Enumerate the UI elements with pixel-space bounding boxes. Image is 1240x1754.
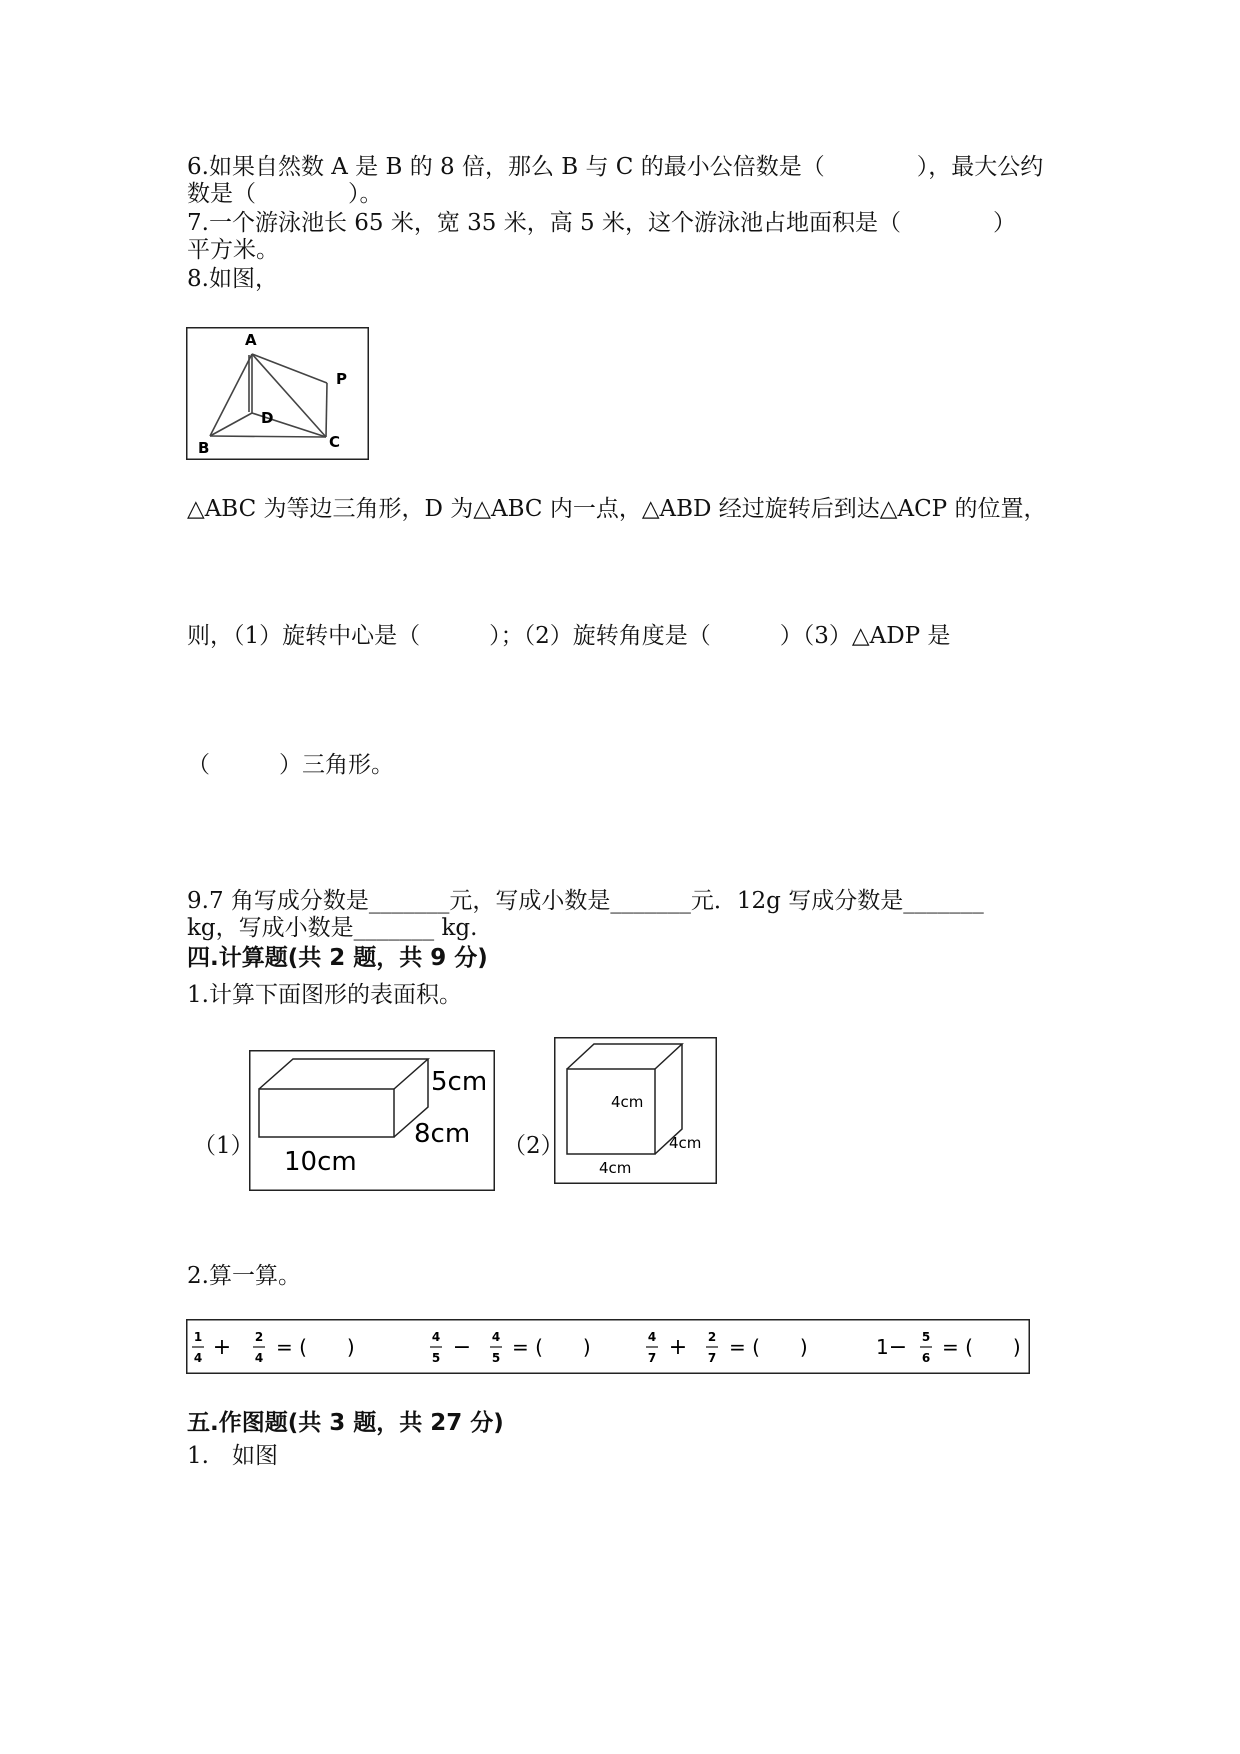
- fig1-length-label: 10cm: [284, 1147, 357, 1177]
- section4-heading: 四.计算题(共 2 题，共 9 分): [187, 945, 488, 971]
- cube-figure: [554, 1037, 717, 1184]
- q9-line1: 9.7 角写成分数是_______元，写成小数是_______元．12g 写成分数是_______: [187, 888, 984, 914]
- f2-den: 4: [254, 1351, 264, 1365]
- op1: +: [212, 1335, 232, 1360]
- calculation-strip: [186, 1319, 1030, 1374]
- label-d: D: [261, 409, 274, 427]
- f5-num: 4: [647, 1330, 657, 1344]
- fig2-side-label: 4cm: [669, 1134, 702, 1152]
- q8-line1: △ABC 为等边三角形，D 为△ABC 内一点，△ABD 经过旋转后到达△ACP 的位置，: [187, 496, 1047, 522]
- f1-num: 1: [193, 1330, 203, 1344]
- q6-line2: 数是（ ）。: [187, 181, 383, 207]
- fig2-front-label: 4cm: [611, 1093, 644, 1111]
- f3-num: 4: [431, 1330, 441, 1344]
- triangle-figure: [186, 327, 369, 460]
- n7: 1: [876, 1335, 889, 1359]
- op4: −: [888, 1335, 908, 1360]
- answer4: = ( ): [942, 1335, 1021, 1359]
- label-a: A: [245, 331, 257, 349]
- q8-intro: 8.如图，: [187, 266, 278, 292]
- section5-q1-text: 1. 如图: [187, 1443, 278, 1469]
- fig1-tag: （1）: [193, 1133, 254, 1159]
- section4-q1-text: 1.计算下面图形的表面积。: [187, 982, 462, 1008]
- answer1: = ( ): [276, 1335, 355, 1359]
- answer3: = ( ): [729, 1335, 808, 1359]
- f1-den: 4: [193, 1351, 203, 1365]
- fig2-bottom-label: 4cm: [599, 1159, 632, 1177]
- f2-num: 2: [254, 1330, 264, 1344]
- fig1-width-label: 8cm: [414, 1119, 471, 1149]
- q8-line3: （ ）三角形。: [187, 752, 394, 778]
- f5-den: 7: [647, 1351, 657, 1365]
- fig1-height-label: 5cm: [431, 1067, 488, 1097]
- label-b: B: [198, 439, 210, 457]
- answer2: = ( ): [512, 1335, 591, 1359]
- f6-num: 2: [707, 1330, 717, 1344]
- q7-line2: 平方米。: [187, 237, 279, 263]
- section5-heading: 五.作图题(共 3 题，共 27 分): [187, 1410, 504, 1436]
- f6-den: 7: [707, 1351, 717, 1365]
- q7-line1: 7.一个游泳池长 65 米，宽 35 米，高 5 米，这个游泳池占地面积是（ ）: [187, 210, 1016, 236]
- section4-q2-text: 2.算一算。: [187, 1263, 301, 1289]
- op3: +: [668, 1335, 688, 1360]
- f4-den: 5: [491, 1351, 501, 1365]
- q6-line1: 6.如果自然数 A 是 B 的 8 倍，那么 B 与 C 的最小公倍数是（ ），最大公约: [187, 154, 1044, 180]
- cuboid-figure: [249, 1050, 495, 1191]
- f7-num: 5: [921, 1330, 931, 1344]
- label-p: P: [336, 370, 347, 388]
- q8-line2: 则，（1）旋转中心是（ ）；（2）旋转角度是（ ）（3）△ADP 是: [187, 623, 951, 649]
- f3-den: 5: [431, 1351, 441, 1365]
- op2: −: [452, 1335, 472, 1360]
- fig2-tag: （2）: [503, 1133, 564, 1159]
- f4-num: 4: [491, 1330, 501, 1344]
- label-c: C: [329, 433, 341, 451]
- f7-den: 6: [921, 1351, 931, 1365]
- q9-line2: kg，写成小数是_______ kg.: [187, 915, 478, 941]
